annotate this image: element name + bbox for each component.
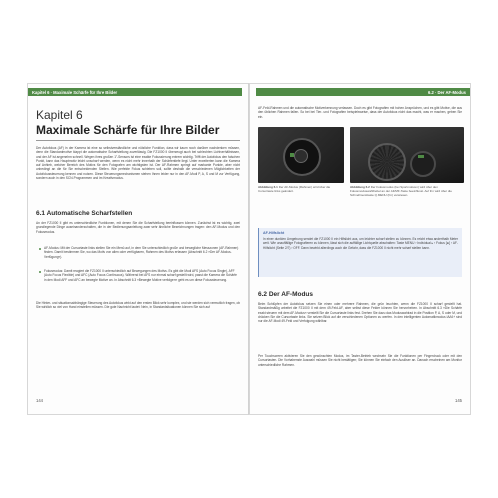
right-closing-paragraph: Per Touchscreen aktivieren Sie den gewünschten Modus, im Taster-Betrieb wechseln Sie die Funktionen per Fingerdruck oder mit den Cursortasten. Die Vorhabenste Auswahl müssen Sie nicht bestätigen; Sie können Sie einfach den Auslöser an. Danach erscheinen am Monitor unterschiedliche Rahmen. <box>258 354 462 367</box>
section-paragraph: An der FZ1000 II gibt es unterschiedliche Funktionen, mit denen Sie die Scharfstellung beeinflussen können. Zunächst ist es wichtig, zwei grundlegende Dinge auseinanderzuhalten, die in der Bedienungsanleitung zwar sehr ähnliche Bezeichnungen tragen: den AF-Modus und den Fokusmodus. <box>36 221 240 234</box>
bullet-fokusmodus: Fokusmodus: Damit reagiert die FZ1000 II unterschiedlich auf Bewegungen des Motivs. Es gibt die Modi AFS (Auto Focus Single), AFF (Auto Focus Flexible) und AFC (Auto Focus Continuous). Während bei AFS nur einmal scharf gestellt wird, passt die Kamera die Schärfe in den Modi AFF und AFC an bewegte Motive an. In Abschnitt 6.3 »Bewegte Motive verfolgen« geht es um diese Fokussteuerung. <box>44 269 237 282</box>
cursor-center <box>294 149 308 163</box>
section-6-2-paragraph: Beim Schlüpfen der Autofokus setzen Sie einen oder mehrere Rahmen, die grün leuchten, wenn die FZ1000 II scharf gestellt hat. Standardmäßig arbeitet die FZ1000 II mit dem 49-Feld-AF, aber selbst diese Felder können Sie hervorheben. In Abschnitt 6.3 »Die Schärfe exakt steuern mit dem AF-Modus« verstellt Sie die Cursortaste links fest. Drehen Sie dazu das Moduswahlrad in die Position P, A, S oder M, und drücken Sie die Cursortaste links. Sie setzen Blick auf die verschiedenen Optionen zu werfen. In den intelligenten Automatikmodus iA/iA+ sind nur die AF-Modi 49-Feld und Verfolgung wählbar. <box>258 302 462 324</box>
right-header-text: 6.2 · Der AF-Modus <box>427 89 466 95</box>
figure-6-1-text: Der AF-Modus (Rahmen) wird über die Cursortaste links geändert. <box>258 185 331 193</box>
left-page <box>27 83 249 415</box>
right-top-paragraph: AF-Feld-Rahmen und die automatische Motiverkennung verlassen. Doch es gibt Fotografien mit hohen Ansprüchen, und es gibt Motive, die aus den üblichen Rahmen fallen. So bei bei Tier- und Fotografien beispielsweise, dass der Autofokus nicht das macht, was er machen, geben Sie ein. <box>258 106 462 119</box>
right-page <box>249 83 471 415</box>
hint-text: In einer dunklen Umgebung sendet die FZ1000 II ein Hilfslicht aus, um leichter scharf stellen zu können. Es reicht etwa anderthalb Meter weit. Wie unauffällige Fotografieren zu können, lässt sich die auffällige Lichtquelle abschalten: Taste MENU › Individual ▸ › Fokus [⊕] › AF-Hilfslicht (Seite 2/7) › OFF. Dann bewirkt allerdings auch die Gefahr, dass die FZ1000 II nicht mehr scharf stellen kann. <box>263 237 458 250</box>
focus-lever-mark <box>418 155 424 158</box>
camera-back-photo <box>258 127 344 183</box>
bullet-dot <box>39 248 41 250</box>
chapter-title: Maximale Schärfe für Ihre Bilder <box>36 123 220 137</box>
hint-box <box>258 228 462 277</box>
left-header-bar <box>28 88 242 96</box>
section-heading-6-1: 6.1 Automatische Scharfstellen <box>36 210 133 217</box>
cursor-left-mark <box>290 153 294 157</box>
bullet-af-modus: AF-Modus: Mit der Cursortaste links stellen Sie ein Menü auf, in dem Sie unterschiedlich große und bewegliche Messzonen (AF-Rahmen) finden. Damit bestimmen Sie, wo das Motiv von allen oder verfügbaren, Rahmen des Motivs erfassen (Abschnitt 6.2 »Der AF-Modus-Verfügung«). <box>44 246 239 259</box>
page-number-right: 145 <box>455 398 462 403</box>
page-number-left: 144 <box>36 398 43 403</box>
bullet-dot <box>39 271 41 273</box>
figure-6-2-text: Der Fokusmodus (bei Sportmotiven) wird über den Fokusmoduswahlhebel an der AF/MF-Taste beeinflusst. Auf ihn wird über die Schnellmenütaste Q.MENU (Fn) verwiesen. <box>350 185 452 197</box>
figure-6-1-label: Abbildung 6.1 <box>258 185 278 189</box>
left-header-text: Kapitel 6 · Maximale Schärfe für Ihre Bilder <box>32 89 118 95</box>
mode-dial <box>368 143 406 181</box>
figure-6-2-label: Abbildung 6.2 <box>350 185 370 189</box>
section-heading-6-2: 6.2 Der AF-Modus <box>258 291 314 298</box>
book-spread <box>27 83 471 415</box>
camera-top-photo <box>350 127 464 183</box>
figure-6-2-caption <box>350 186 464 198</box>
figure-6-1-caption <box>258 186 344 194</box>
chapter-label: Kapitel 6 <box>36 108 83 122</box>
title-rule <box>36 140 240 141</box>
right-header-bar <box>256 88 470 96</box>
intro-paragraph: Der Autofokus (AF) in der Kamera ist eine so selbstverständliche und nützliche Funktion, dass wir kaum noch darüber nachdenken müssen, denn die Standardmotive klappt die automatische Scharfstellung zuverlässig. Die FZ1000 II überzeugt auch bei schlechten Lichtverhältnissen, und der AF ist angenehm schnell. Wegen ihres großen 1"-Sensors ist eine exakte Fokussierung extrem wichtig. Trifft der Autofokus den falschen Punkt, kann das Hauptmotiv leicht unscharf werden, wenn es nicht mehr innerhalb der Schärfentiefe liegt. Unter erweiterten kann die Kamera auf Anhieb, welcher Bereich des Motivs für den Fotografen am wichtigsten ist. Der AF-Rahmen springt auf markante Punkte, aber nicht unbedingt an die für Sie entscheidenden Stellen. Wie perfekte Fokus schieben soll, sollte deshalb die verschiedenen Möglichkeiten der Autofokussteuerung kennen und nutzen. Diese Steuerungsmechanismen stehen Ihnen leider nur in den AF-Modi P, A, S und M zur Verfügung, sondern auch in den SCN-Programmen und im Kreativmodus. <box>36 146 240 181</box>
closing-paragraph: Die Hinter- und situationsabhängige Steuerung des Autofokus wirkt auf den ersten Blick sehr komplex, und sie werden sich vermutlich fragen, ob Sie wirklich so viel von Hand einstellen müssen. Die gute Nachricht lautet: Nein, in Standardsituationen können Sie sich auf <box>36 301 240 310</box>
hint-title: AF-Hilfslicht <box>263 231 285 235</box>
